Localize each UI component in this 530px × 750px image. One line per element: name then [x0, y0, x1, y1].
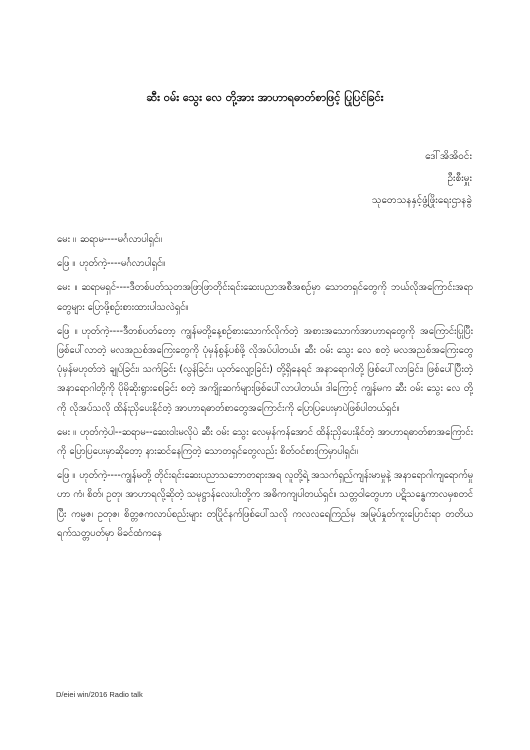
dialogue-line	[57, 423, 473, 461]
speaker-label: ဖြေ ။	[57, 470, 76, 482]
footer-note: D/eiei win/2016 Radio talk	[56, 690, 143, 699]
dialogue-text: ဆရာမရှင်----ဒီတစ်ပတ်သုတအဖြာဖြာတိုင်းရင်းဆေးပညာအစီအစဉ်မှာ သောတရှင်တွေကို ဘယ်လိုအကြောင်းအရာတွေများ ပြောဖို့စဉ်းစားထားပါသလဲရှင်။	[57, 282, 473, 313]
dialogue-text: ဟုတ်ကဲ့ပါ--ဆရာမ--ဆေးဝါးမလိုပဲ ဆီး ဝမ်း သွေး လေမှန်ကန်အောင် ထိန်းညှိပေးနိုင်တဲ့ အာဟာရဓာတ်စာအကြောင်းကို ပြောပြပေးမှာဆိုတော့ နားဆင်နေကြတဲ့ သောတရှင်တွေလည်း စိတ်ဝင်စားကြမှာပါရှင်။	[57, 426, 473, 458]
dialogue-text: ဟုတ်ကဲ့----မင်္ဂလာပါရှင်။	[79, 258, 166, 270]
author-department: သုတေသနနှင့်ဖွံ့ဖြိုးရေးဌာနခွဲ	[371, 195, 472, 206]
speaker-label: မေး ။	[57, 426, 76, 438]
speaker-label: မေး ။	[57, 234, 76, 245]
document-title: ဆီး ဝမ်း သွေး လေ တို့အား အာဟာရဓာတ်စာဖြင့် ပြုပြင်ခြင်း	[146, 91, 384, 104]
speaker-label: ဖြေ ။	[57, 325, 78, 337]
dialogue-line	[57, 322, 473, 418]
dialogue-line	[57, 254, 473, 273]
speaker-label: မေး ။	[57, 282, 78, 294]
dialogue-text: ဟုတ်ကဲ့----ကျွန်မတို့ တိုင်းရင်းဆေးပညာသဘောတရားအရ လူတို့ရဲ့ အသက်ရှည်ကျန်းမာမှုနဲ့ အနာရောဂါကျရောက်မှုဟာ ကံ၊ စိတ်၊ ဥတု၊ အာဟာရလို့ဆိုတဲ့ သမုဋ္ဌာန်လေးပါးတို့က အဓိကကျပါတယ်ရှင်။ သတ္တဝါတွေဟာ ပဋိသန္ဓေကာလမှစတင်ပြီး ကမ္မဇ၊ ဥတုဇ၊ စိတ္တဇကလာပ်စည်းများ တပြိုင်နက်ဖြစ်ပေါ်သလို ကလလရေကြည်မှ အမြုပ်နှုတ်ကူးပြောင်းရာ တတိယရက်သတ္တပတ်မှာ မိခင်ထံကနေ	[57, 470, 473, 539]
dialogue-text: ဟုတ်ကဲ့----ဒီတစ်ပတ်တော့ ကျွန်မတို့နေ့စဉ်စားသောက်လိုက်တဲ့ အစားအသောက်အာဟာရတွေကို အကြောင်းပြုပြီး ဖြစ်ပေါ်လာတဲ့ မလအညစ်အကြေးတွေကို ပုံမှန်စွန့်ပစ်ဖို့ လိုအပ်ပါတယ်။ ဆီး ဝမ်း သွေး လေ စတဲ့ မလအညစ်အကြေးတွေ ပုံမှန်မဟုတ်ဘဲ ချုပ်ခြင်း၊ သက်ခြင်း (လွန်ခြင်း၊ ယုတ်လျော့ခြင်း) တို့ရှိနေရင် အနာရောဂါတို့ ဖြစ်ပေါ်လာခြင်း၊ ဖြစ်ပေါ်ပြီးတဲ့ အနာရောဂါတို့ကို ပိုမိုဆိုးရွားစေခြင်း စတဲ့ အကျိုးဆက်များဖြစ်ပေါ်လာပါတယ်။ ဒါကြောင့် ကျွန်မက ဆီး ဝမ်း သွေး လေ တို့ကို လိုအပ်သလို ထိန်းညှိပေးနိုင်တဲ့ အာဟာရဓာတ်စာတွေအကြောင်းကို ပြောပြပေးမှာပဲဖြစ်ပါတယ်ရှင်။	[57, 325, 473, 414]
dialogue-line	[57, 466, 473, 543]
dialogue	[57, 230, 473, 548]
dialogue-line	[57, 230, 473, 249]
author-position: ဦးစီးမှူး	[447, 173, 472, 184]
dialogue-line	[57, 278, 473, 316]
dialogue-text: ဆရာမ----မင်္ဂလာပါရှင်။	[79, 234, 162, 245]
speaker-label: ဖြေ ။	[57, 258, 76, 270]
author-name: ဒေါ်အိအိဝင်း	[425, 151, 472, 162]
author-block	[372, 146, 472, 212]
